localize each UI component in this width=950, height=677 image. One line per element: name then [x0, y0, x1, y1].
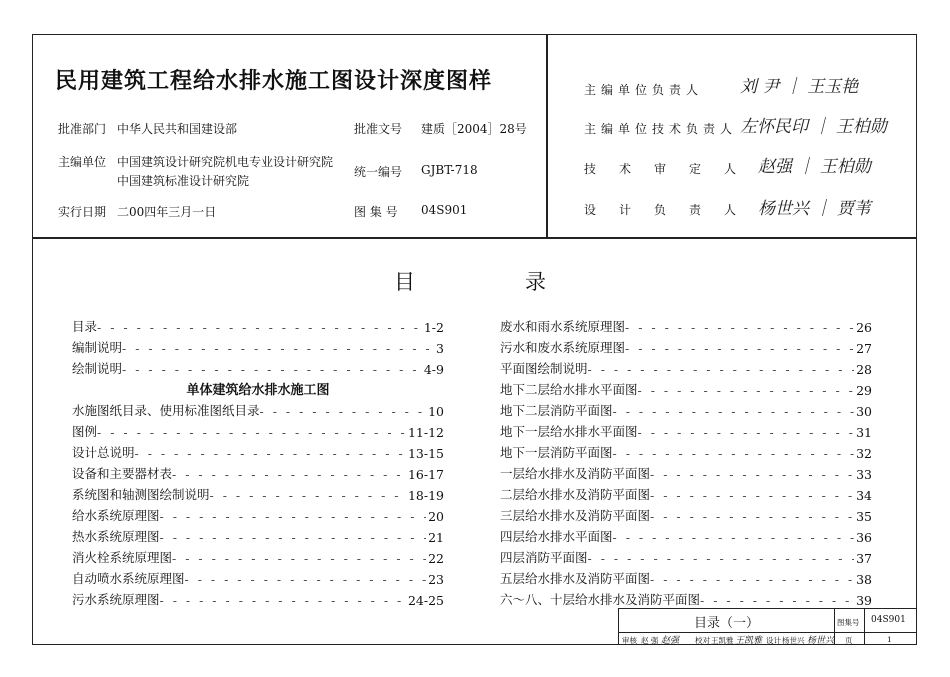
toc-entry[interactable]: 热水系统原理图 - - - 21 [72, 524, 444, 545]
unified-no-label: 统一编号 [354, 165, 403, 179]
approval-doc-value: 建质［2004］28号 [421, 122, 527, 136]
toc-entry[interactable]: 地下二层消防平面图 - - - 30 [500, 398, 872, 419]
tb-review-label: 审核 [622, 636, 637, 645]
tb-col-divider [834, 609, 835, 644]
editor-unit-label: 主编单位 [58, 155, 107, 169]
toc-entry[interactable]: 编制说明 - - - 3 [72, 335, 444, 356]
atlas-no-label: 图 集 号 [354, 205, 398, 219]
toc-entry[interactable]: 五层给水排水及消防平面图 - - - 38 [500, 566, 872, 587]
tb-design-signature: 杨世兴 [807, 636, 835, 646]
effective-date-label: 实行日期 [58, 205, 107, 219]
toc-entry[interactable]: 一层给水排水及消防平面图 - - - 33 [500, 461, 872, 482]
signature-designer: 杨世兴 ｜ 贾苇 [758, 199, 871, 219]
tb-review-signature: 赵强 [661, 636, 680, 646]
approval-doc-label: 批准文号 [354, 122, 403, 136]
toc-entry[interactable]: 图例 - - - 11-12 [72, 419, 444, 440]
toc-entry[interactable]: 自动喷水系统原理图 - - - 23 [72, 566, 444, 587]
tb-check-signature: 王凯雅 [735, 636, 763, 646]
toc-entry[interactable]: 水施图纸目录、使用标准图纸目录 - - - 10 [72, 398, 444, 419]
resp-label-reviewer: 技术审定人 [584, 162, 760, 176]
toc-entry[interactable]: 四层消防平面图 - - - 37 [500, 545, 872, 566]
tb-review-name: 赵 强 [641, 636, 659, 645]
tb-sheet-title: 目录（一） [693, 616, 759, 631]
tb-page-value: 1 [887, 635, 892, 644]
unified-no-value: GJBT-718 [421, 163, 478, 177]
tb-page-label: 页 [845, 636, 853, 645]
editor-unit-line2: 中国建筑标准设计研究院 [117, 174, 250, 188]
atlas-no-value: 04S901 [421, 203, 468, 217]
toc-entry[interactable]: 绘制说明 - - - 4-9 [72, 356, 444, 377]
tb-design-label: 设计 [766, 636, 781, 645]
toc-entry[interactable]: 污水和废水系统原理图 - - - 27 [500, 335, 872, 356]
toc-entry[interactable]: 三层给水排水及消防平面图 - - - 35 [500, 503, 872, 524]
approval-dept-label: 批准部门 [58, 122, 107, 136]
toc-entry[interactable]: 消火栓系统原理图 - - - 22 [72, 545, 444, 566]
toc-entry[interactable]: 给水系统原理图 - - - 20 [72, 503, 444, 524]
toc-entry[interactable]: 地下一层消防平面图 - - - 32 [500, 440, 872, 461]
toc-entry[interactable]: 二层给水排水及消防平面图 - - - 34 [500, 482, 872, 503]
toc-right-column [500, 314, 872, 608]
signature-reviewer: 赵强 ｜ 王柏勋 [758, 157, 871, 177]
effective-date-value: 二00四年三月一日 [117, 205, 217, 219]
tb-design-name: 杨世兴 [782, 636, 805, 645]
editor-unit-line1: 中国建筑设计研究院机电专业设计研究院 [117, 155, 334, 169]
toc-entry[interactable]: 地下二层给水排水平面图 - - - 29 [500, 377, 872, 398]
toc-entry[interactable]: 目录 - - - 1-2 [72, 314, 444, 335]
toc-section-heading: 单体建筑给水排水施工图 [186, 383, 330, 398]
toc-entry[interactable]: 六～八、十层给水排水及消防平面图 - - - 39 [500, 587, 872, 608]
toc-entry[interactable]: 系统图和轴测图绘制说明 - - - 18-19 [72, 482, 444, 503]
toc-title-right: 录 [525, 270, 546, 294]
toc-entry[interactable]: 设备和主要器材表 - - - 16-17 [72, 461, 444, 482]
toc-entry[interactable]: 平面图绘制说明 - - - 28 [500, 356, 872, 377]
title-block [618, 608, 917, 645]
toc-entry[interactable]: 地下一层给水排水平面图 - - - 31 [500, 419, 872, 440]
toc-entry[interactable]: 四层给水排水平面图 - - - 36 [500, 524, 872, 545]
header-vertical-divider [546, 34, 548, 238]
tb-col-divider [864, 609, 865, 644]
signature-tech-lead: 左怀民印 ｜ 王柏勋 [740, 117, 887, 137]
resp-label-tech-lead: 主编单位技术负责人 [584, 122, 738, 136]
tb-atlas-no-label: 图集号 [837, 618, 860, 627]
tb-atlas-no-value: 04S901 [871, 615, 906, 625]
resp-label-chief-editor: 主编单位负责人 [584, 83, 704, 97]
signature-chief-editor: 刘 尹 ｜ 王玉艳 [740, 77, 859, 97]
document-title: 民用建筑工程给水排水施工图设计深度图样 [55, 69, 493, 94]
toc-left-column [72, 314, 444, 608]
toc-entry[interactable]: 废水和雨水系统原理图 - - - 26 [500, 314, 872, 335]
header-divider [32, 237, 917, 239]
resp-label-designer: 设计负责人 [584, 203, 760, 217]
tb-check-name: 王凯雅 [711, 636, 734, 645]
toc-entry[interactable]: 污水系统原理图 - - - 24-25 [72, 587, 444, 608]
approval-dept-value: 中华人民共和国建设部 [117, 122, 238, 136]
tb-check-label: 校对 [695, 636, 710, 645]
toc-title-left: 目 [394, 270, 415, 294]
toc-entry[interactable]: 设计总说明 - - - 13-15 [72, 440, 444, 461]
